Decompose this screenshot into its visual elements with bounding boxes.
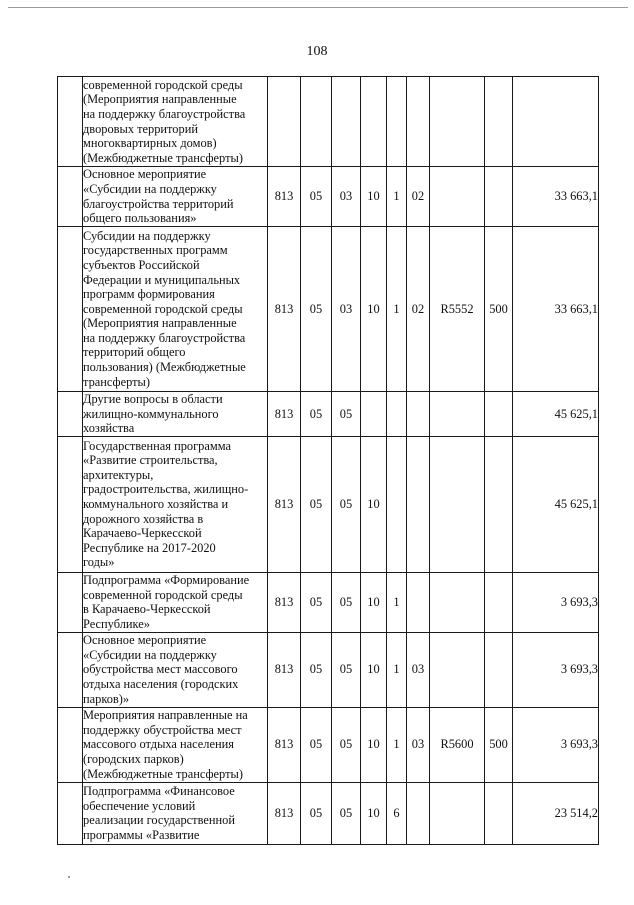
description-line: Подпрограмма «Формирование (83, 573, 250, 588)
cell-description (83, 782, 268, 844)
cell-blank (58, 227, 83, 392)
cell-blank (58, 707, 83, 782)
cell-subsection: 05 (332, 572, 361, 632)
cell-section: 05 (301, 392, 332, 437)
cell-subprogram (387, 77, 407, 167)
cell-expense-type (485, 782, 513, 844)
description-line: коммунального хозяйства и (83, 496, 229, 511)
cell-program: 10 (361, 167, 387, 227)
cell-subsection: 05 (332, 436, 361, 572)
cell-amount: 3 693,3 (513, 632, 599, 707)
cell-description (83, 632, 268, 707)
description-line: градостроительства, жилищно- (83, 482, 249, 497)
description-line: на поддержку благоустройства (83, 106, 246, 121)
cell-direction (430, 632, 485, 707)
description-line: обеспечение условий (83, 798, 196, 813)
cell-direction (430, 782, 485, 844)
description-line: трансферты) (83, 374, 150, 389)
table-row (58, 392, 599, 437)
description-line: (Межбюджетные трансферты) (83, 150, 243, 165)
scan-speck (68, 876, 70, 878)
cell-expense-type (485, 167, 513, 227)
cell-section: 05 (301, 632, 332, 707)
description-line: многоквартирных домов) (83, 136, 217, 151)
description-line: дворовых территорий (83, 121, 198, 136)
cell-grbs: 813 (268, 782, 301, 844)
cell-subsection: 03 (332, 227, 361, 392)
description-line: Республике на 2017-2020 (83, 540, 216, 555)
cell-measure (407, 572, 430, 632)
cell-section: 05 (301, 707, 332, 782)
cell-description (83, 77, 268, 167)
cell-blank (58, 392, 83, 437)
description-line: Государственная программа (83, 438, 231, 453)
cell-amount: 45 625,1 (513, 392, 599, 437)
cell-program: 10 (361, 436, 387, 572)
cell-grbs: 813 (268, 632, 301, 707)
description-line: современной городской среды (83, 77, 243, 92)
description-line: годы» (83, 555, 115, 570)
cell-measure (407, 782, 430, 844)
description-line: Карачаево-Черкесской (83, 526, 202, 541)
cell-amount: 23 514,2 (513, 782, 599, 844)
cell-section: 05 (301, 436, 332, 572)
cell-subsection (332, 77, 361, 167)
description-line: в Карачаево-Черкесской (83, 602, 211, 617)
description-line: архитектуры, (83, 467, 154, 482)
description-line: отдыха населения (городских (83, 677, 239, 692)
table-row (58, 436, 599, 572)
cell-amount: 3 693,3 (513, 707, 599, 782)
cell-blank (58, 632, 83, 707)
cell-amount: 45 625,1 (513, 436, 599, 572)
cell-grbs: 813 (268, 392, 301, 437)
description-line: «Субсидии на поддержку (83, 647, 217, 662)
description-line: Республике» (83, 616, 150, 631)
cell-subprogram (387, 392, 407, 437)
description-line: программ формирования (83, 287, 215, 302)
description-line: благоустройства территорий (83, 196, 234, 211)
cell-expense-type: 500 (485, 227, 513, 392)
cell-expense-type (485, 572, 513, 632)
cell-direction (430, 436, 485, 572)
cell-program: 10 (361, 572, 387, 632)
cell-amount (513, 77, 599, 167)
budget-table (57, 76, 599, 845)
cell-program (361, 77, 387, 167)
table-row (58, 782, 599, 844)
cell-expense-type (485, 392, 513, 437)
cell-grbs: 813 (268, 572, 301, 632)
cell-measure (407, 436, 430, 572)
description-line: Мероприятия направленные на (83, 708, 248, 723)
cell-subsection: 05 (332, 782, 361, 844)
cell-description (83, 227, 268, 392)
cell-subprogram (387, 436, 407, 572)
cell-direction (430, 167, 485, 227)
cell-blank (58, 782, 83, 844)
cell-direction: R5552 (430, 227, 485, 392)
cell-subsection: 05 (332, 707, 361, 782)
description-line: Основное мероприятие (83, 167, 207, 182)
table-row (58, 632, 599, 707)
description-line: поддержку обустройства мест (83, 722, 242, 737)
cell-subsection: 05 (332, 632, 361, 707)
cell-grbs: 813 (268, 707, 301, 782)
cell-program: 10 (361, 782, 387, 844)
cell-subsection: 05 (332, 392, 361, 437)
cell-blank (58, 77, 83, 167)
description-line: современной городской среды (83, 587, 243, 602)
cell-subprogram: 1 (387, 227, 407, 392)
table-row (58, 167, 599, 227)
cell-section (301, 77, 332, 167)
cell-measure: 02 (407, 167, 430, 227)
description-line: общего пользования» (83, 211, 197, 226)
description-line: субъектов Российской (83, 257, 200, 272)
cell-expense-type (485, 77, 513, 167)
cell-section: 05 (301, 782, 332, 844)
cell-subprogram: 1 (387, 572, 407, 632)
description-line: реализации государственной (83, 813, 235, 828)
description-line: «Субсидии на поддержку (83, 181, 217, 196)
cell-subprogram: 6 (387, 782, 407, 844)
cell-expense-type: 500 (485, 707, 513, 782)
cell-program: 10 (361, 632, 387, 707)
cell-grbs (268, 77, 301, 167)
cell-amount: 33 663,1 (513, 227, 599, 392)
cell-grbs: 813 (268, 227, 301, 392)
cell-direction (430, 392, 485, 437)
description-line: хозяйства (83, 421, 135, 436)
table-row (58, 707, 599, 782)
cell-subprogram: 1 (387, 167, 407, 227)
scan-top-edge (8, 7, 628, 8)
cell-section: 05 (301, 572, 332, 632)
cell-program: 10 (361, 227, 387, 392)
description-line: программы «Развитие (83, 827, 200, 842)
cell-blank (58, 167, 83, 227)
cell-section: 05 (301, 227, 332, 392)
description-line: (городских парков) (83, 752, 184, 767)
description-line: Подпрограмма «Финансовое (83, 784, 235, 799)
description-line: дорожного хозяйства в (83, 511, 204, 526)
cell-description (83, 167, 268, 227)
table-row (58, 77, 599, 167)
description-line: жилищно-коммунального (83, 406, 219, 421)
cell-expense-type (485, 436, 513, 572)
cell-subprogram: 1 (387, 632, 407, 707)
cell-direction: R5600 (430, 707, 485, 782)
description-line: (Мероприятия направленные (83, 316, 237, 331)
cell-measure (407, 392, 430, 437)
description-line: парков)» (83, 691, 130, 706)
cell-measure: 03 (407, 632, 430, 707)
cell-description (83, 392, 268, 437)
cell-blank (58, 436, 83, 572)
description-line: пользования) (Межбюджетные (83, 360, 246, 375)
cell-amount: 33 663,1 (513, 167, 599, 227)
cell-description (83, 572, 268, 632)
cell-description (83, 707, 268, 782)
cell-measure: 03 (407, 707, 430, 782)
cell-grbs: 813 (268, 167, 301, 227)
table-row (58, 572, 599, 632)
cell-subprogram: 1 (387, 707, 407, 782)
cell-measure: 02 (407, 227, 430, 392)
cell-program (361, 392, 387, 437)
cell-blank (58, 572, 83, 632)
cell-program: 10 (361, 707, 387, 782)
description-line: (Мероприятия направленные (83, 92, 237, 107)
description-line: Федерации и муниципальных (83, 272, 241, 287)
page-number: 108 (306, 44, 328, 59)
description-line: (Межбюджетные трансферты) (83, 766, 243, 781)
description-line: Субсидии на поддержку (83, 228, 211, 243)
cell-subsection: 03 (332, 167, 361, 227)
description-line: государственных программ (83, 243, 228, 258)
description-line: современной городской среды (83, 301, 243, 316)
cell-expense-type (485, 632, 513, 707)
cell-measure (407, 77, 430, 167)
description-line: Основное мероприятие (83, 633, 207, 648)
description-line: обустройства мест массового (83, 662, 238, 677)
cell-grbs: 813 (268, 436, 301, 572)
description-line: массового отдыха населения (83, 737, 234, 752)
description-line: Другие вопросы в области (83, 392, 223, 406)
cell-direction (430, 572, 485, 632)
description-line: территорий общего (83, 345, 186, 360)
description-line: «Развитие строительства, (83, 453, 218, 468)
cell-description (83, 436, 268, 572)
cell-direction (430, 77, 485, 167)
table-row (58, 227, 599, 392)
description-line: на поддержку благоустройства (83, 330, 246, 345)
cell-amount: 3 693,3 (513, 572, 599, 632)
cell-section: 05 (301, 167, 332, 227)
